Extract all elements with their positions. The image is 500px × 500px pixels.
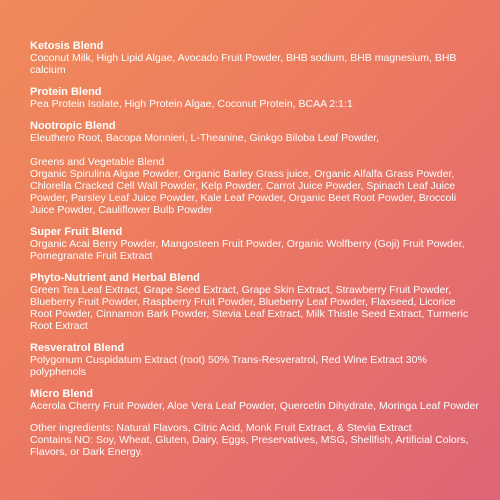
greens-blend-title: Greens and Vegetable Blend bbox=[30, 156, 165, 168]
other-ingredients bbox=[30, 422, 480, 458]
micro-blend bbox=[30, 388, 480, 412]
blend-title: Protein Blend bbox=[30, 86, 102, 98]
greens-blend-ingredients: Organic Spirulina Algae Powder, Organic Barley Grass juice, Organic Alfalfa Grass Powder, Chlorella Cracked Cell Wall Powder, Kelp Powder, Carrot Juice Powder, Spinach Leaf Juice Powder, Parsley Leaf Juice Powder, Kale Leaf Powder, Organic Beet Root Powder, Broccoli Juice Powder, Cauliflower Bulb Powder bbox=[30, 168, 457, 216]
other-ingredients-text: Other ingredients: Natural Flavors, Citric Acid, Monk Fruit Extract, & Stevia Extract bbox=[30, 422, 412, 434]
blend-ingredients: Acerola Cherry Fruit Powder, Aloe Vera Leaf Powder, Quercetin Dihydrate, Moringa Leaf Powder bbox=[30, 400, 479, 412]
blend-ingredients: Green Tea Leaf Extract, Grape Seed Extract, Grape Skin Extract, Strawberry Fruit Powder, Blueberry Fruit Powder, Raspberry Fruit Powder, Blueberry Leaf Powder, Flaxseed, Licorice Root Powder, Cinnamon Bark Powder, Stevia Leaf Extract, Milk Thistle Seed Extract, Turmeric Root Extract bbox=[30, 284, 469, 332]
protein-blend bbox=[30, 86, 480, 110]
blend-ingredients: Organic Acai Berry Powder, Mangosteen Fruit Powder, Organic Wolfberry (Goji) Fruit Powder, Pomegranate Fruit Extract bbox=[30, 238, 465, 262]
nootropic-blend bbox=[30, 120, 480, 216]
blend-ingredients: Polygonum Cuspidatum Extract (root) 50% Trans-Resveratrol, Red Wine Extract 30% polyphenols bbox=[30, 354, 427, 378]
blend-title: Phyto-Nutrient and Herbal Blend bbox=[30, 272, 200, 284]
blend-ingredients: Eleuthero Root, Bacopa Monnieri, L-Theanine, Ginkgo Biloba Leaf Powder, bbox=[30, 132, 380, 144]
blend-ingredients: Pea Protein Isolate, High Protein Algae, Coconut Protein, BCAA 2:1:1 bbox=[30, 98, 353, 110]
ketosis-blend bbox=[30, 40, 480, 76]
super-fruit-blend bbox=[30, 226, 480, 262]
blend-ingredients: Coconut Milk, High Lipid Algae, Avocado Fruit Powder, BHB sodium, BHB magnesium, BHB calcium bbox=[30, 52, 457, 76]
phyto-nutrient-herbal-blend bbox=[30, 272, 480, 332]
ingredients-panel bbox=[30, 40, 480, 468]
resveratrol-blend bbox=[30, 342, 480, 378]
blend-title: Micro Blend bbox=[30, 388, 93, 400]
blend-title: Nootropic Blend bbox=[30, 120, 116, 132]
blend-title: Ketosis Blend bbox=[30, 40, 104, 52]
blend-title: Super Fruit Blend bbox=[30, 226, 123, 238]
blend-title: Resveratrol Blend bbox=[30, 342, 125, 354]
contains-no-text: Contains NO: Soy, Wheat, Gluten, Dairy, Eggs, Preservatives, MSG, Shellfish, Artificial Colors, Flavors, or Dark Energy. bbox=[30, 434, 469, 458]
